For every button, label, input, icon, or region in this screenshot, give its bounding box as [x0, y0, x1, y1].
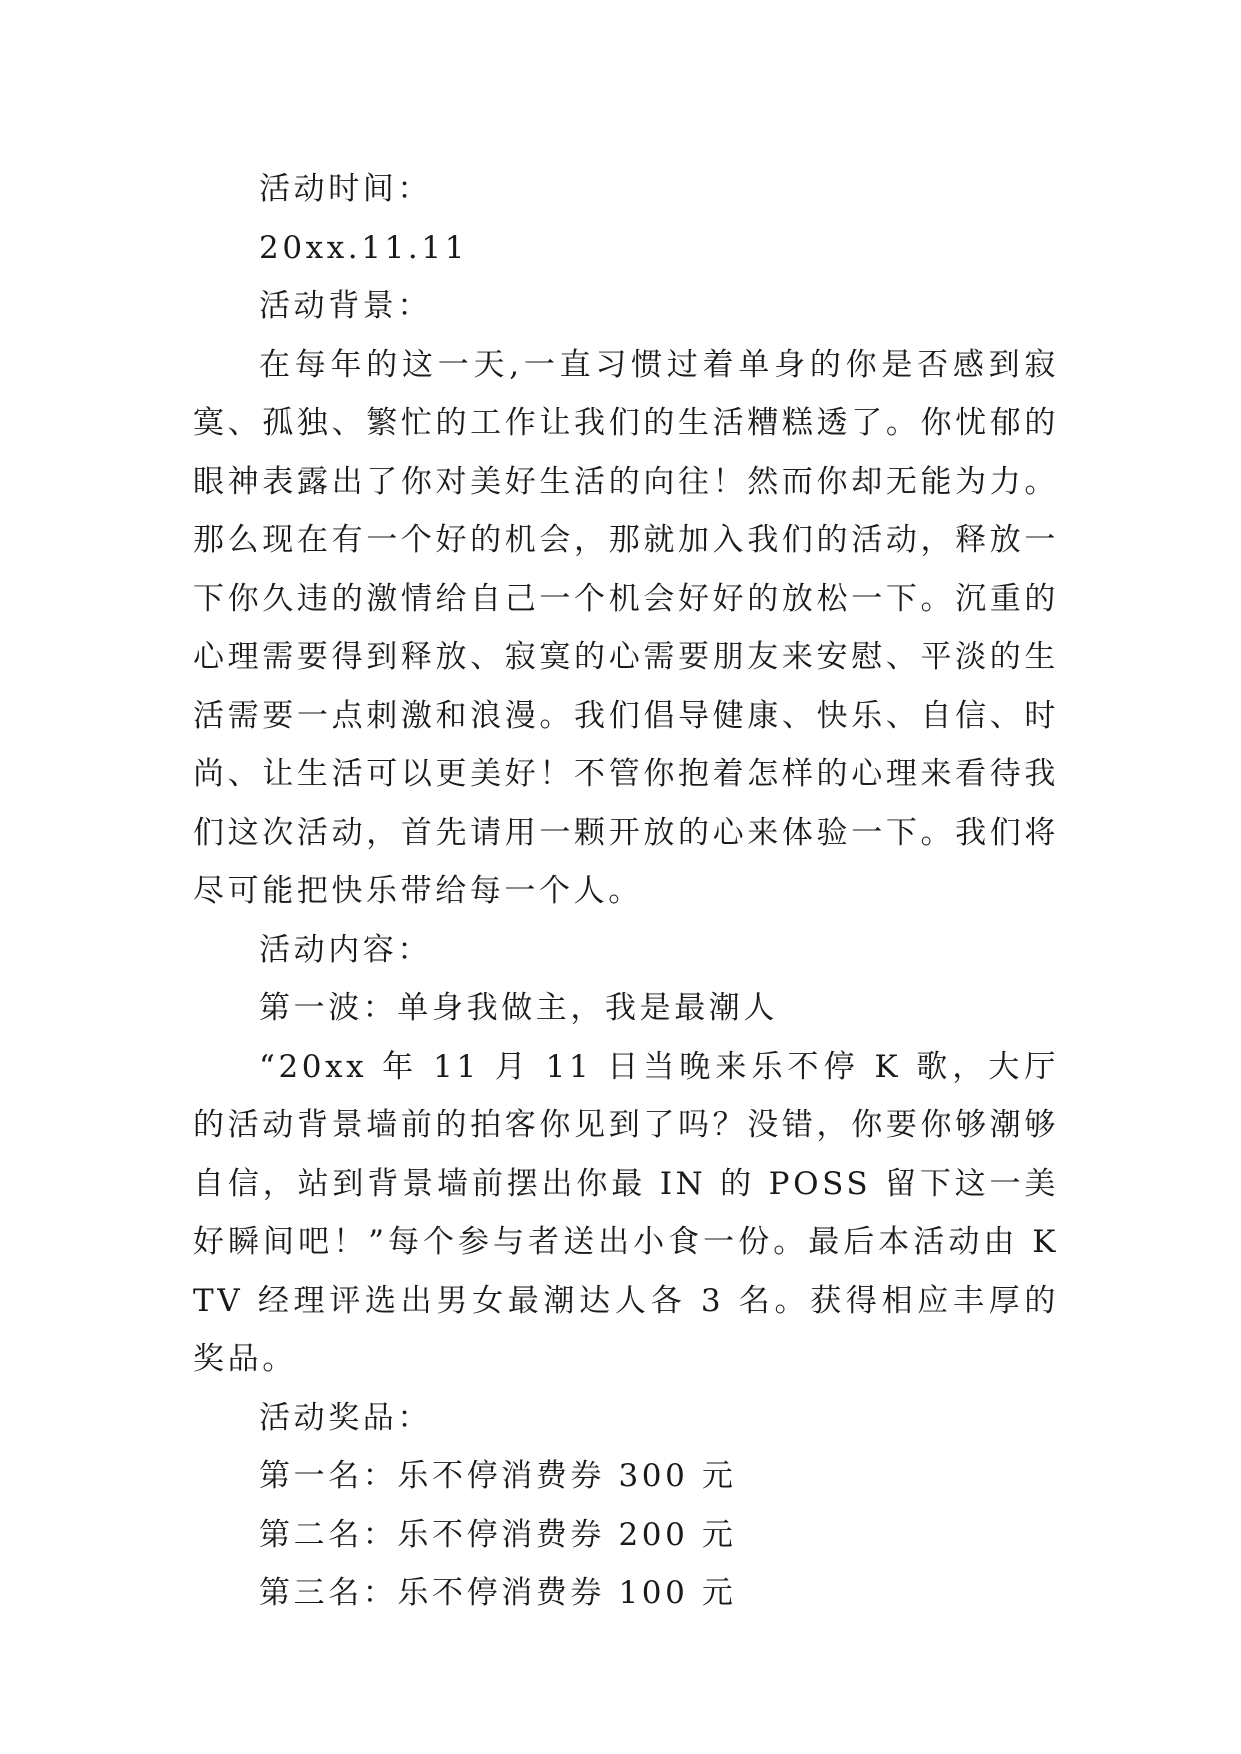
prize-third: 第三名：乐不停消费券 100 元 — [259, 1575, 737, 1611]
prizes-heading: 活动奖品： — [259, 1399, 432, 1436]
wave-one-title: 第一波：单身我做主，我是最潮人 — [259, 990, 778, 1026]
prize-first: 第一名：乐不停消费券 300 元 — [259, 1458, 737, 1494]
time-heading: 活动时间： — [259, 171, 432, 207]
background-paragraph: 在每年的这一天,一直习惯过着单身的你是否感到寂寞、孤独、繁忙的工作让我们的生活糟糕透了。你忧郁的眼神表露出了你对美好生活的向往！然而你却无能为力。那么现在有一个好的机会，那就加入我们的活动，释放一下你久违的激情给自己一个机会好好的放松一下。沉重的心理需要得到释放、寂寞的心需要朋友来安慰、平淡的生活需要一点刺激和浪漫。我们倡导健康、快乐、自信、时尚、让生活可以更美好！不管你抱着怎样的心理来看待我们这次活动，首先请用一颗开放的心来体验一下。我们将尽可能把快乐带给每一个人。 — [193, 346, 1059, 909]
prize-second: 第二名：乐不停消费券 200 元 — [259, 1516, 737, 1553]
document-page — [193, 160, 1059, 1623]
content-heading: 活动内容： — [259, 931, 432, 968]
time-value: 20xx.11.11 — [259, 229, 469, 266]
wave-one-paragraph: “20xx 年 11 月 11 日当晚来乐不停 K 歌，大厅的活动背景墙前的拍客你见到了吗？没错，你要你够潮够自信，站到背景墙前摆出你最 IN 的 POSS 留下这一美好瞬间吧！”每个参与者送出小食一份。最后本活动由 KTV 经理评选出男女最潮达人各 3 名。获得相应丰厚的奖品。 — [193, 1048, 1059, 1377]
background-heading: 活动背景： — [259, 288, 432, 324]
